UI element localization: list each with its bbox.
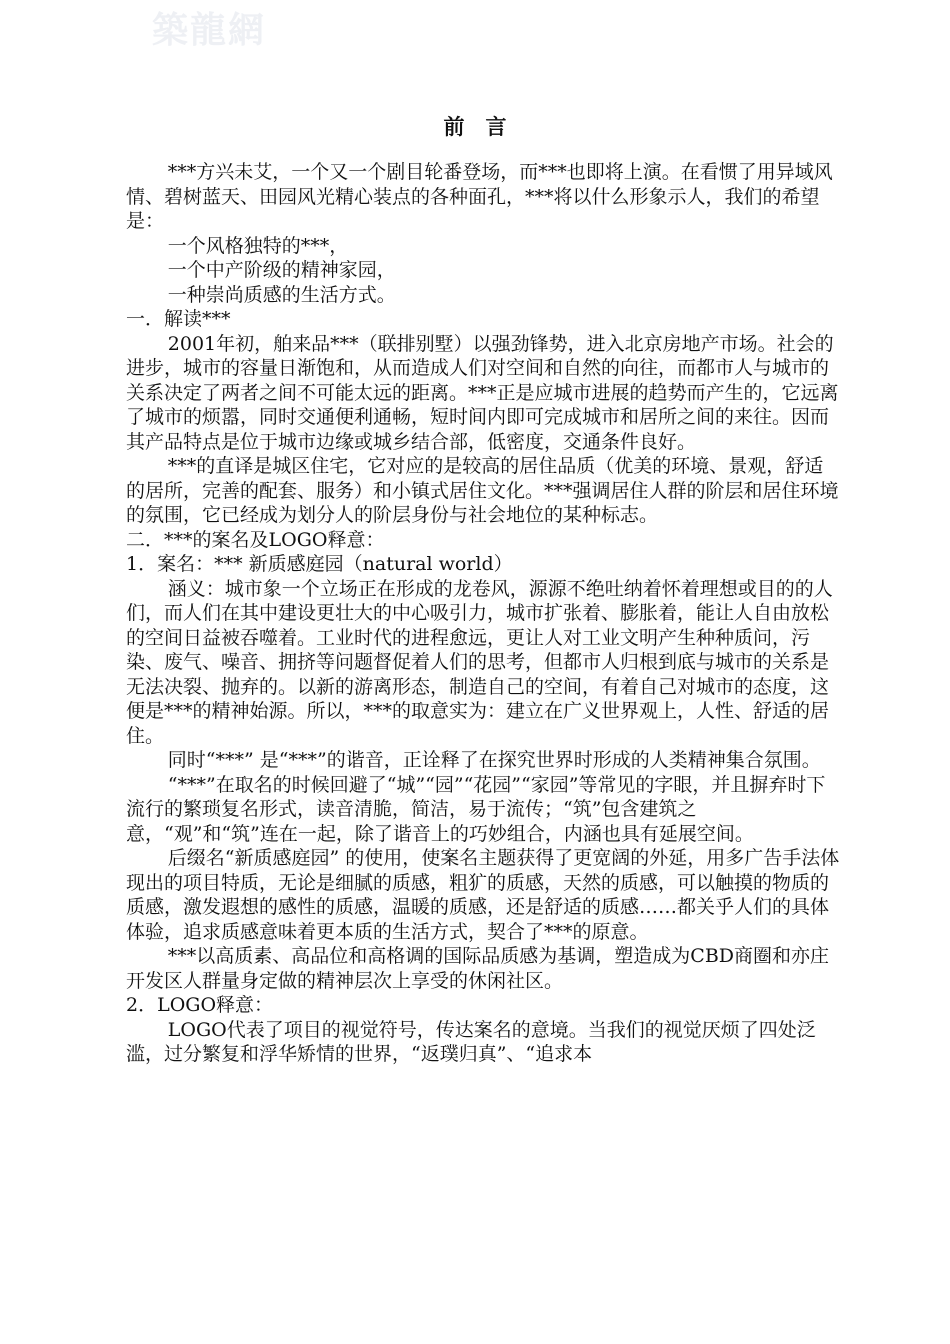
paragraph: ***的直译是城区住宅，它对应的是较高的居住品质（优美的环境、景观，舒适的居所，完善的配套、服务）和小镇式居住文化。***强调居住人群的阶层和居住环境的氛围，它已经成为划分人的阶层身份与社会地位的某种标志。	[126, 455, 839, 526]
page-title: 前言	[443, 114, 528, 139]
paragraph: ***方兴未艾，一个又一个剧目轮番登场，而***也即将上演。在看惯了用异域风情、碧树蓝天、田园风光精心装点的各种面孔，***将以什么形象示人，我们的希望是：	[126, 161, 833, 232]
paragraph: 一种崇尚质感的生活方式。	[167, 283, 396, 306]
paragraph: ***以高质素、高品位和高格调的国际品质感为基调，塑造成为CBD商圈和亦庄开发区人群量身定做的精神层次上享受的休闲社区。	[126, 945, 830, 992]
paragraph: LOGO代表了项目的视觉符号，传达案名的意境。当我们的视觉厌烦了四处泛滥，过分繁复和浮华矫情的世界，“返璞归真”、“追求本	[126, 1018, 816, 1065]
subsection-heading: 2．LOGO释意：	[126, 994, 274, 1016]
paragraph: 同时“***” 是“***”的谐音，正诠释了在探究世界时形成的人类精神集合氛围。	[167, 749, 821, 771]
subsection-heading: 1．案名：*** 新质感庭园（natural world）	[126, 553, 513, 575]
paragraph: 一个风格独特的***，	[167, 234, 349, 257]
watermark-logo: 築龍網	[152, 9, 267, 51]
paragraph: 后缀名“新质感庭园” 的使用，使案名主题获得了更宽阔的外延，用多广告手法体现出的项目特质，无论是细腻的质感，粗犷的质感，天然的质感，可以触摸的物质的质感，激发遐想的感性的质感，温暖的质感，还是舒适的质感……都关乎人们的具体体验，追求质感意味着更本质的生活方式，契合了***的原意。	[126, 847, 840, 943]
paragraph: 涵义：城市象一个立场正在形成的龙卷风，源源不绝吐纳着怀着理想或目的的人们，而人们在其中建设更壮大的中心吸引力，城市扩张着、膨胀着，能让人自由放松的空间日益被吞噬着。工业时代的进程愈远，更让人对工业文明产生种种质问，污染、废气、噪音、拥挤等问题督促着人们的思考，但都市人归根到底与城市的关系是无法决裂、抛弃的。以新的游离形态，制造自己的空间，有着自己对城市的态度，这便是***的精神始源。所以，***的取意实为：建立在广义世界观上，人性、舒适的居住。	[126, 577, 833, 747]
section-heading: 一．解读***	[126, 308, 231, 330]
paragraph: 2001年初，舶来品***（联排别墅）以强劲锋势，进入北京房地产市场。社会的进步，城市的容量日渐饱和，从而造成人们对空间和自然的向往，而都市人与城市的关系决定了两者之间不可能太远的距离。***正是应城市进展的趋势而产生的，它远离了城市的烦嚣，同时交通便利通畅，短时间内即可完成城市和居所之间的来往。因而其产品特点是位于城市边缘或城乡结合部，低密度，交通条件良好。	[126, 332, 839, 453]
paragraph: 一个中产阶级的精神家园，	[167, 259, 396, 281]
paragraph: “***”在取名的时候回避了“城”“园”“花园”“家园”等常见的字眼，并且摒弃时下流行的繁琐复名形式，读音清脆，简洁，易于流传；“筑”包含建筑之意，“观”和“筑”连在一起，除了谐音上的巧妙组合，内涵也具有延展空间。	[126, 773, 826, 845]
section-heading: 二．***的案名及LOGO释意：	[126, 528, 385, 551]
document-body	[126, 160, 840, 1067]
